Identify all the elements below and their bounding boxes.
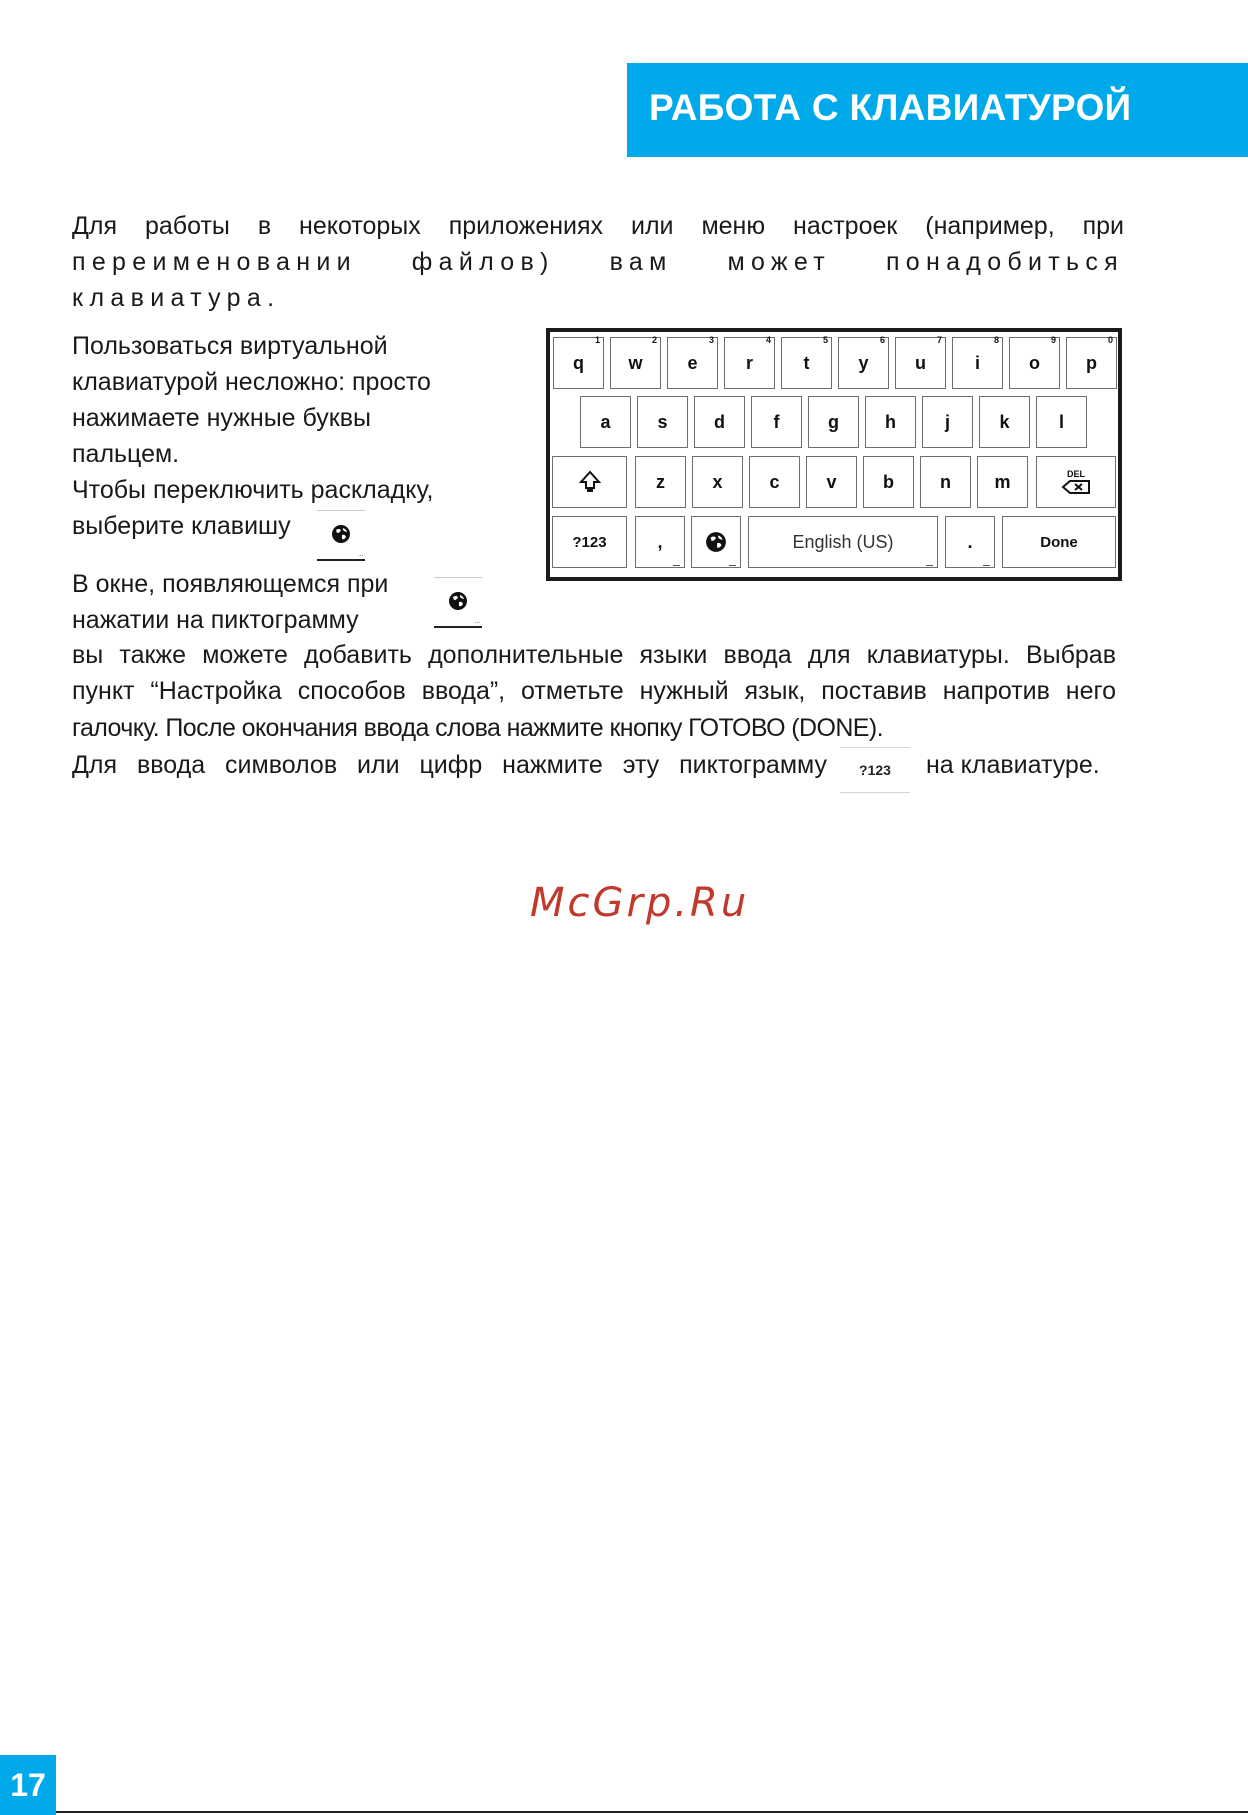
key-label: r: [745, 352, 753, 373]
shift-key: [552, 456, 627, 508]
intro-line-2: переименовании файлов) вам может понадобиться клавиатура.: [72, 248, 1124, 312]
key-b: [863, 456, 914, 508]
key-tick: [983, 565, 990, 566]
key-label: d: [714, 411, 725, 432]
key-tick: [673, 565, 680, 566]
key-r: [724, 337, 775, 389]
globe-icon: [331, 524, 351, 544]
left-text-line-4: пальцем.: [72, 440, 180, 468]
key-label: z: [656, 471, 665, 492]
key-g: [808, 396, 859, 448]
key-number-hint: 3: [708, 335, 714, 345]
key-label: j: [944, 411, 950, 432]
inline-globe-key-2: [434, 577, 482, 628]
key-label: f: [773, 411, 780, 432]
key-label: g: [828, 411, 839, 432]
symbols-key: ?123: [552, 516, 627, 568]
key-j: [922, 396, 973, 448]
key-label: e: [687, 352, 698, 373]
globe-icon: [705, 531, 727, 553]
done-key: Done: [1002, 516, 1116, 568]
shift-icon: [579, 470, 601, 494]
window-text-line-2: нажатии на пиктограмму: [72, 606, 359, 634]
watermark: McGrp.Ru: [530, 880, 750, 926]
key-number-hint: 9: [1050, 335, 1056, 345]
key-number-hint: 4: [765, 335, 771, 345]
inline-symbols-key: ?123: [840, 747, 910, 793]
key-label: h: [885, 411, 896, 432]
key-e: [667, 337, 718, 389]
window-text-line-1: В окне, появляющемся при: [72, 570, 389, 598]
key-number-hint: 7: [936, 335, 942, 345]
key-corner-mark: ...: [357, 552, 363, 558]
key-label: a: [600, 411, 611, 432]
body-line-2: пункт “Настройка способов ввода”, отметьте нужный язык, поставив напротив него: [72, 677, 1116, 705]
key-label: u: [915, 352, 926, 373]
key-label: n: [940, 471, 951, 492]
body-line-4b: на клавиатуре.: [926, 751, 1100, 779]
inline-globe-key: [317, 510, 365, 561]
key-q: [553, 337, 604, 389]
left-text-line-2: клавиатурой несложно: просто: [72, 368, 431, 396]
key-label: v: [826, 471, 837, 492]
key-number-hint: 1: [594, 335, 600, 345]
key-label: i: [974, 352, 980, 373]
key-z: [635, 456, 686, 508]
key-k: [979, 396, 1030, 448]
space-key: [748, 516, 938, 568]
section-banner: [627, 63, 1248, 157]
key-number-hint: 8: [993, 335, 999, 345]
delete-key: [1036, 456, 1116, 508]
key-h: [865, 396, 916, 448]
period-key: [945, 516, 995, 568]
period-key-label: .: [967, 531, 973, 552]
key-label: k: [999, 411, 1010, 432]
key-label: w: [628, 352, 643, 373]
key-tick: [926, 565, 933, 566]
key-number-hint: 2: [651, 335, 657, 345]
comma-key-label: ,: [657, 531, 663, 552]
keyboard-illustration: [546, 328, 1122, 581]
key-m: [977, 456, 1028, 508]
comma-key: [635, 516, 685, 568]
key-d: [694, 396, 745, 448]
key-label: p: [1086, 352, 1097, 373]
key-s: [637, 396, 688, 448]
key-label: l: [1058, 411, 1064, 432]
key-number-hint: 5: [822, 335, 828, 345]
key-c: [749, 456, 800, 508]
globe-icon: [448, 591, 468, 611]
key-label: x: [712, 471, 723, 492]
language-key: [691, 516, 741, 568]
intro-line-1: Для работы в некоторых приложениях или меню настроек (например, при: [72, 212, 1124, 240]
body-line-3: галочку. После окончания ввода слова нажмите кнопку ГОТОВО (DONE).: [72, 714, 883, 742]
left-text-line-1: Пользоваться виртуальной: [72, 332, 388, 360]
key-o: [1009, 337, 1060, 389]
key-f: [751, 396, 802, 448]
left-text-line-3: нажимаете нужные буквы: [72, 404, 371, 432]
key-w: [610, 337, 661, 389]
left-text-line-5: Чтобы переключить раскладку,: [72, 476, 434, 504]
key-tick: [729, 565, 736, 566]
key-label: t: [803, 352, 810, 373]
body-line-4a: Для ввода символов или цифр нажмите эту пиктограмму: [72, 751, 827, 779]
key-u: [895, 337, 946, 389]
key-label: b: [883, 471, 894, 492]
key-label: o: [1029, 352, 1040, 373]
key-number-hint: 6: [879, 335, 885, 345]
body-line-1: вы также можете добавить дополнительные языки ввода для клавиатуры. Выбрав: [72, 641, 1116, 669]
backspace-icon: [1061, 479, 1091, 495]
key-p: [1066, 337, 1117, 389]
key-l: [1036, 396, 1087, 448]
key-label: s: [657, 411, 668, 432]
key-x: [692, 456, 743, 508]
key-label: m: [994, 471, 1011, 492]
key-n: [920, 456, 971, 508]
key-label: c: [769, 471, 780, 492]
key-a: [580, 396, 631, 448]
key-t: [781, 337, 832, 389]
page-title: РАБОТА С КЛАВИАТУРОЙ: [649, 87, 1132, 128]
delete-key-label: DEL: [1067, 469, 1085, 479]
key-number-hint: 0: [1107, 335, 1113, 345]
key-label: y: [858, 352, 869, 373]
left-text-line-6: выберите клавишу: [72, 512, 291, 540]
key-corner-mark: ...: [474, 619, 480, 625]
key-y: [838, 337, 889, 389]
footer-rule: [56, 1811, 1248, 1813]
key-i: [952, 337, 1003, 389]
key-v: [806, 456, 857, 508]
key-label: q: [573, 352, 584, 373]
space-key-label: English (US): [792, 531, 894, 552]
page-number: 17: [0, 1755, 56, 1815]
